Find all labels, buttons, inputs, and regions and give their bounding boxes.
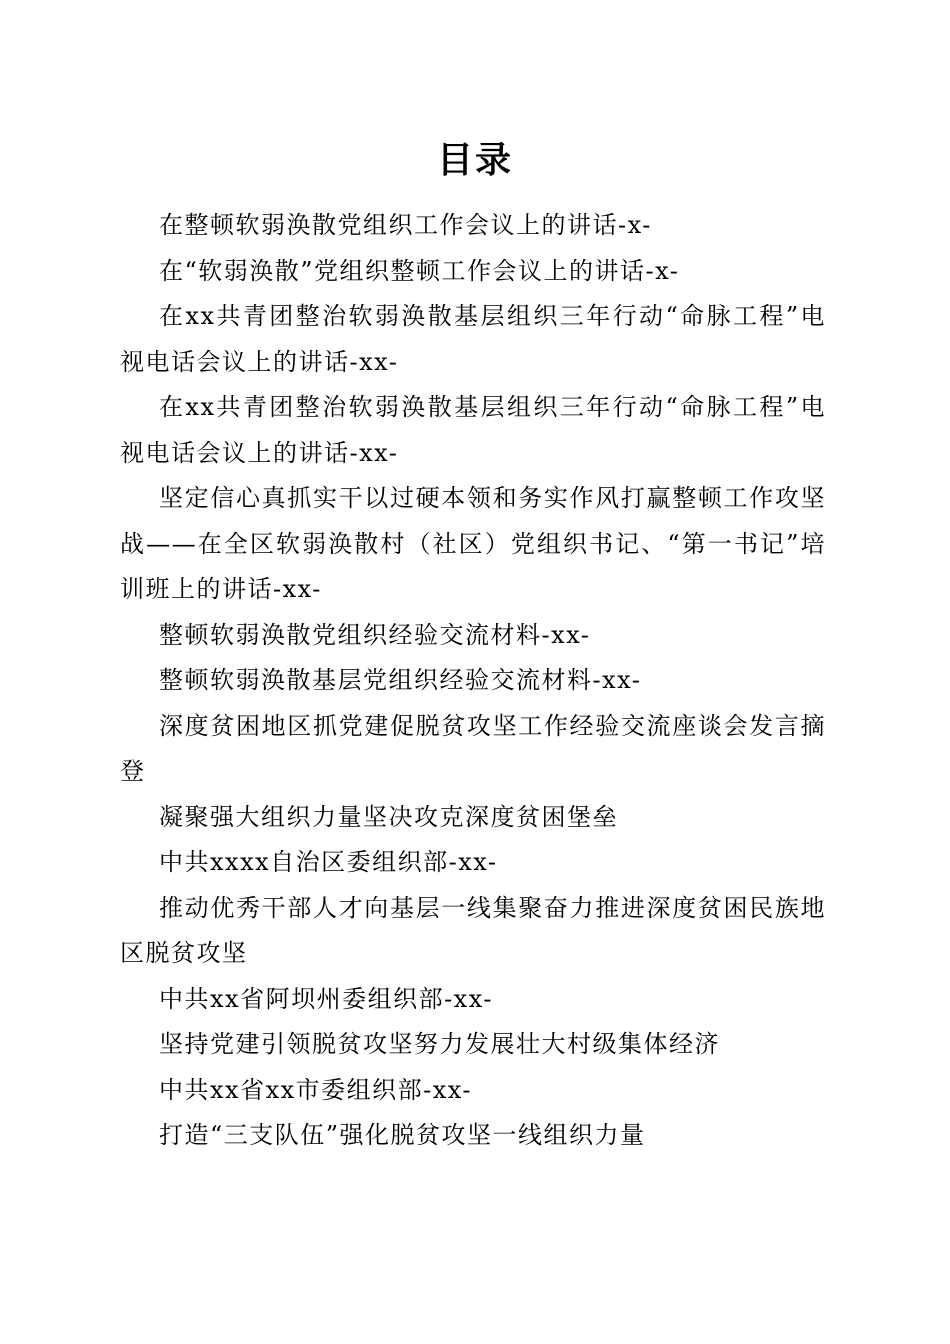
toc-entry: 中共xxxx自治区委组织部-xx- <box>159 848 498 876</box>
toc-entry: 整顿软弱涣散党组织经验交流材料-xx- <box>159 620 591 649</box>
page-title: 目录 <box>436 139 513 181</box>
toc-entry: 在xx共青团整治软弱涣散基层组织三年行动“命脉工程”电视电话会议上的讲话-xx- <box>120 393 826 467</box>
toc-entry: 深度贫困地区抓党建促脱贫攻坚工作经验交流座谈会发言摘登 <box>120 711 826 785</box>
table-of-contents <box>120 203 826 1159</box>
toc-entry: 在“软弱涣散”党组织整顿工作会议上的讲话-x- <box>159 256 680 285</box>
toc-entry: 推动优秀干部人才向基层一线集聚奋力推进深度贫困民族地区脱贫攻坚 <box>120 893 826 967</box>
toc-entry: 坚定信心真抓实干以过硬本领和务实作风打赢整顿工作攻坚战——在全区软弱涣散村（社区）党组织书记、“第一书记”培训班上的讲话-xx- <box>120 484 826 603</box>
toc-entry: 在整顿软弱涣散党组织工作会议上的讲话-x- <box>159 211 652 239</box>
toc-entry: 坚持党建引领脱贫攻坚努力发展壮大村级集体经济 <box>159 1030 720 1058</box>
toc-entry: 中共xx省阿坝州委组织部-xx- <box>159 984 493 1013</box>
toc-entry: 整顿软弱涣散基层党组织经验交流材料-xx- <box>159 666 642 694</box>
toc-entry: 中共xx省xx市委组织部-xx- <box>159 1075 473 1104</box>
toc-entry: 凝聚强大组织力量坚决攻克深度贫困堡垒 <box>159 802 618 831</box>
toc-entry: 打造“三支队伍”强化脱贫攻坚一线组织力量 <box>159 1121 646 1149</box>
toc-entry: 在xx共青团整治软弱涣散基层组织三年行动“命脉工程”电视电话会议上的讲话-xx- <box>120 302 826 376</box>
